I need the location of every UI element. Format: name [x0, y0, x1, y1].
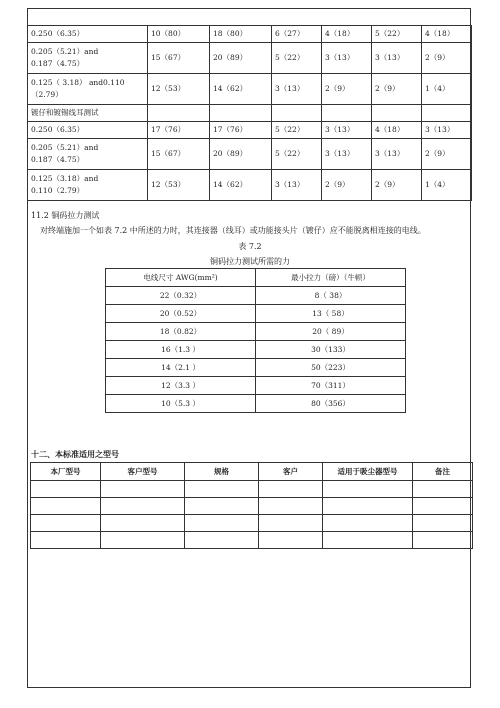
force-cell: 15（67） — [148, 43, 210, 74]
force-cell: 20（89） — [210, 139, 272, 170]
terminal-size-cell: 0.125（ 3.18） and0.110 （2.79） — [28, 74, 148, 105]
table-row — [106, 287, 406, 305]
table-row — [31, 515, 473, 532]
section-12-heading: 十二、本标准适用之型号 — [31, 449, 119, 459]
table-row — [28, 105, 472, 122]
force-cell: 17（76） — [210, 122, 272, 139]
header-wire-size: 电线尺寸 AWG(mm²) — [106, 269, 256, 287]
column-header: 客户型号 — [101, 463, 185, 481]
wire-size-cell: 14（2.1 ） — [106, 359, 256, 377]
force-cell: 2（9） — [422, 139, 472, 170]
section-11-2-heading: 11.2 铜码拉力测试 — [31, 211, 100, 220]
force-cell: 2（9） — [372, 170, 422, 201]
force-cell — [148, 105, 210, 122]
empty-cell — [413, 532, 473, 549]
table-row — [28, 26, 472, 43]
force-cell: 2（9） — [372, 74, 422, 105]
force-cell: 4（18） — [372, 122, 422, 139]
force-cell: 4（18） — [422, 26, 472, 43]
min-force-cell: 50（223） — [256, 359, 406, 377]
wire-size-cell: 20（0.52） — [106, 305, 256, 323]
empty-cell — [259, 481, 323, 498]
force-cell: 5（22） — [372, 26, 422, 43]
column-header: 适用于吸尘器型号 — [323, 463, 413, 481]
table-row — [31, 532, 473, 549]
column-header: 客户 — [259, 463, 323, 481]
empty-cell — [323, 515, 413, 532]
header-min-force: 最小拉力（磅）（牛顿） — [256, 269, 406, 287]
empty-cell — [101, 532, 185, 549]
force-cell — [210, 105, 272, 122]
force-cell — [272, 105, 322, 122]
terminal-size-cell: 0.205（5.21）and 0.187（4.75） — [28, 139, 148, 170]
force-cell: 1（4） — [422, 74, 472, 105]
column-header: 本厂型号 — [31, 463, 101, 481]
empty-cell — [101, 515, 185, 532]
table-row — [106, 377, 406, 395]
force-cell: 15（67） — [148, 139, 210, 170]
empty-cell — [101, 481, 185, 498]
table-row — [106, 395, 406, 413]
empty-cell — [323, 498, 413, 515]
column-header: 规格 — [185, 463, 259, 481]
min-force-cell: 20（ 89） — [256, 323, 406, 341]
force-cell — [372, 105, 422, 122]
table-label: 表 7.2 — [238, 242, 262, 251]
force-cell: 14（62） — [210, 74, 272, 105]
force-cell — [322, 105, 372, 122]
force-cell: 4（18） — [322, 26, 372, 43]
empty-cell — [31, 515, 101, 532]
empty-cell — [185, 532, 259, 549]
table-row — [31, 498, 473, 515]
table-row — [28, 139, 472, 170]
force-cell: 14（62） — [210, 170, 272, 201]
force-cell: 17（76） — [148, 122, 210, 139]
min-force-cell: 30（133） — [256, 341, 406, 359]
force-cell: 12（53） — [148, 170, 210, 201]
empty-cell — [31, 498, 101, 515]
table-row — [31, 481, 473, 498]
force-cell: 3（13） — [372, 139, 422, 170]
force-cell: 20（89） — [210, 43, 272, 74]
terminal-size-cell: 0.205（5.21）and 0.187（4.75） — [28, 43, 148, 74]
empty-cell — [185, 498, 259, 515]
force-cell: 12（53） — [148, 74, 210, 105]
force-cell: 3（13） — [322, 139, 372, 170]
min-force-cell: 13（ 58） — [256, 305, 406, 323]
terminal-size-cell: 0.125（3.18）and 0.110（2.79） — [28, 170, 148, 201]
empty-cell — [413, 515, 473, 532]
force-cell: 3（13） — [372, 43, 422, 74]
empty-cell — [413, 481, 473, 498]
force-cell: 3（13） — [272, 170, 322, 201]
table-row — [106, 359, 406, 377]
force-cell: 2（9） — [322, 74, 372, 105]
column-header: 备注 — [413, 463, 473, 481]
empty-cell — [323, 532, 413, 549]
table-row — [28, 122, 472, 139]
table-row — [106, 341, 406, 359]
table-title: 铜码拉力测试所需的力 — [210, 257, 290, 266]
empty-cell — [323, 481, 413, 498]
applicable-models-table — [30, 462, 473, 549]
force-cell: 6（27） — [272, 26, 322, 43]
min-force-cell: 80（356） — [256, 395, 406, 413]
empty-cell — [413, 498, 473, 515]
empty-cell — [185, 481, 259, 498]
force-cell: 2（9） — [422, 43, 472, 74]
empty-cell — [259, 532, 323, 549]
table-row — [106, 305, 406, 323]
min-force-cell: 8（ 38） — [256, 287, 406, 305]
wire-size-cell: 12（3.3 ） — [106, 377, 256, 395]
force-cell: 5（22） — [272, 122, 322, 139]
pull-test-table — [27, 25, 472, 201]
min-force-cell: 70（311） — [256, 377, 406, 395]
force-cell: 3（13） — [322, 122, 372, 139]
terminal-size-cell: 镀仔和镀锡线耳测试 — [28, 105, 148, 122]
wire-size-cell: 16（1.3 ） — [106, 341, 256, 359]
wire-size-cell: 22（0.32） — [106, 287, 256, 305]
force-cell: 2（9） — [322, 170, 372, 201]
wire-size-cell: 10（5.3 ） — [106, 395, 256, 413]
empty-cell — [259, 515, 323, 532]
force-cell: 3（13） — [272, 74, 322, 105]
force-cell: 18（80） — [210, 26, 272, 43]
table-row — [106, 323, 406, 341]
empty-cell — [31, 532, 101, 549]
force-cell: 5（22） — [272, 139, 322, 170]
terminal-size-cell: 0.250（6.35） — [28, 26, 148, 43]
force-cell — [422, 105, 472, 122]
empty-cell — [101, 498, 185, 515]
empty-cell — [259, 498, 323, 515]
force-cell: 3（13） — [322, 43, 372, 74]
empty-cell — [31, 481, 101, 498]
section-11-2-paragraph: 对终端施加一个如表 7.2 中所述的力时，其连接器（线耳）或功能接头片（镀仔）应不能脱离相连接的电线。 — [40, 226, 426, 235]
copper-pull-force-table — [105, 268, 406, 413]
force-cell: 10（80） — [148, 26, 210, 43]
empty-cell — [185, 515, 259, 532]
table-row — [28, 74, 472, 105]
force-cell: 3（13） — [422, 122, 472, 139]
table-row — [28, 43, 472, 74]
table-row — [28, 170, 472, 201]
terminal-size-cell: 0.250（6.35） — [28, 122, 148, 139]
wire-size-cell: 18（0.82） — [106, 323, 256, 341]
force-cell: 5（22） — [272, 43, 322, 74]
force-cell: 1（4） — [422, 170, 472, 201]
